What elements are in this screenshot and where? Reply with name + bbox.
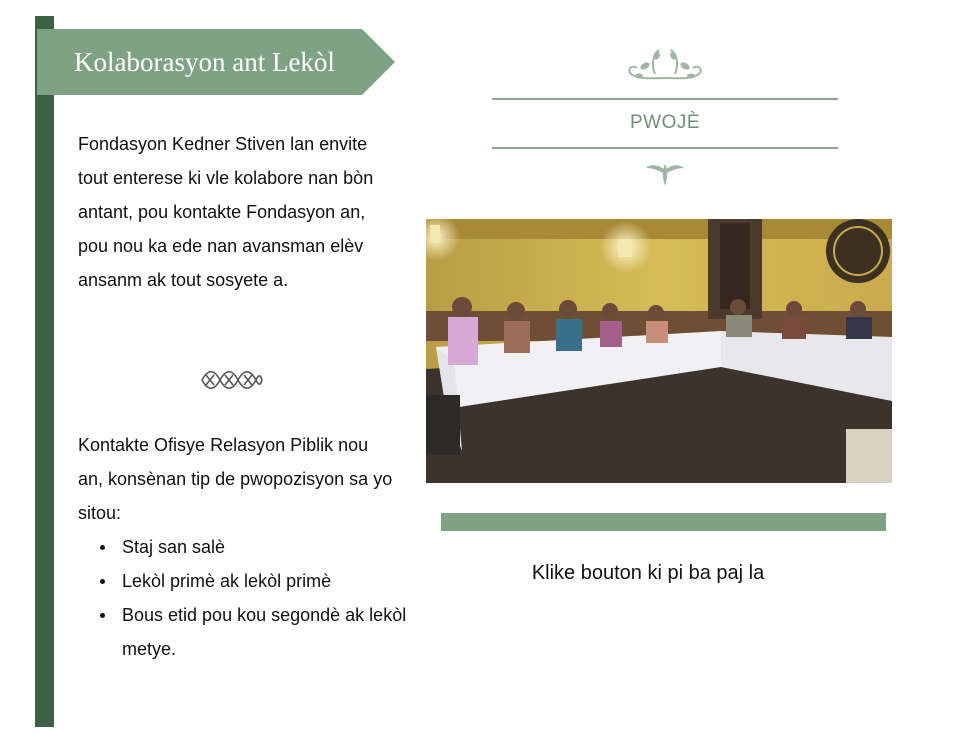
- leaf-flourish-icon: [625, 44, 705, 86]
- list-item: [78, 598, 408, 666]
- celtic-knot-icon: [200, 367, 264, 393]
- title-banner: [37, 29, 395, 95]
- left-accent-bar: [35, 16, 54, 727]
- list-item-label: Staj san salè: [122, 537, 226, 557]
- footer-hint: Klike bouton ki pi ba paj la: [531, 562, 765, 584]
- bullet-icon: [100, 613, 105, 618]
- bottom-action-bar[interactable]: [441, 513, 886, 531]
- proposal-list: [78, 530, 408, 666]
- bullet-icon: [100, 579, 105, 584]
- bullet-icon: [100, 545, 105, 550]
- page-title: Kolaborasyon ant Lekòl: [74, 46, 335, 77]
- section-rule-top: [492, 98, 838, 100]
- list-item: [78, 530, 408, 564]
- list-item: [78, 564, 408, 598]
- list-item-label: Bous etid pou kou segondè ak lekòl metye.: [122, 605, 407, 659]
- list-item-label: Lekòl primè ak lekòl primè: [122, 571, 332, 591]
- section-rule-bottom: [492, 147, 838, 149]
- contact-paragraph: Kontakte Ofisye Relasyon Piblik nou an, konsènan tip de pwopozisyon sa yo sitou:: [78, 435, 393, 523]
- section-label: PWOJÈ: [629, 112, 701, 133]
- fleur-icon: [644, 160, 686, 188]
- meeting-photo: [426, 219, 892, 483]
- intro-paragraph: Fondasyon Kedner Stiven lan envite tout enterese ki vle kolabore nan bòn antant, pou kontakte Fondasyon an, pou nou ka ede nan avansman elèv ansanm ak tout sosyete a.: [78, 134, 374, 290]
